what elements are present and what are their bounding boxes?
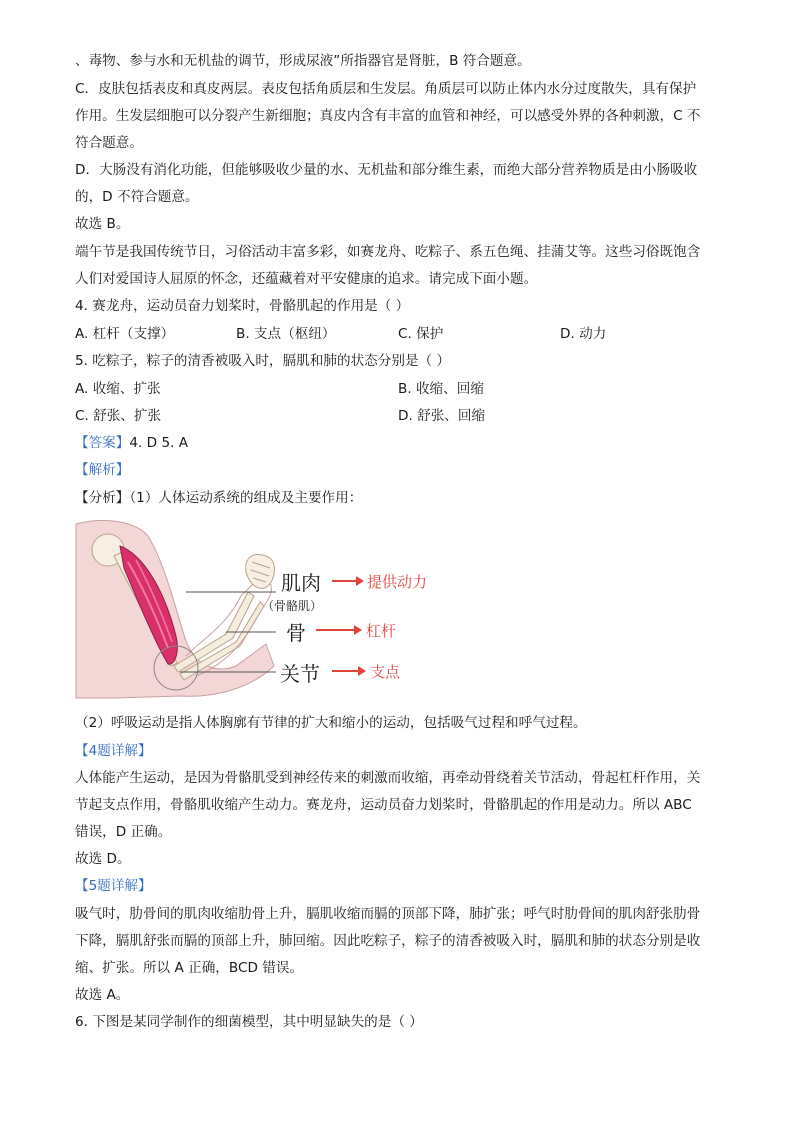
text-line: 端午节是我国传统节日，习俗活动丰富多彩，如赛龙舟、吃粽子、系五色绳、挂蒲艾等。这些习俗既饱含 [75,244,701,260]
q5-option-c: C. 舒张、扩张 [75,408,162,424]
text-line: 下降，膈肌舒张而膈的顶部上升，肺回缩。因此吃粽子，粽子的清香被吸入时，膈肌和肺的状态分别是收 [75,933,701,949]
q5-option-b: B. 收缩、回缩 [398,381,484,397]
q4-option-c: C. 保护 [398,326,444,342]
arm-motion-system-figure [76,516,428,698]
text-line: 作用。生发层细胞可以分裂产生新细胞；真皮内含有丰富的血管和神经，可以感受外界的各种刺激，C 不 [75,108,701,124]
arrow-muscle [332,576,364,586]
text-line: 人体能产生运动，是因为骨骼肌受到神经传来的刺激而收缩，再牵动骨绕着关节活动，骨起杠杆作用，关 [75,770,701,786]
question-5-stem: 5. 吃粽子，粽子的清香被吸入时，膈肌和肺的状态分别是（ ） [75,353,451,369]
label-bone-role: 杠杆 [366,622,397,640]
text-line: 符合题意。 [75,135,143,151]
text-line: D．大肠没有消化功能，但能够吸收少量的水、无机盐和部分维生素，而绝大部分营养物质是由小肠吸收 [75,162,698,178]
q5-option-a: A. 收缩、扩张 [75,381,161,397]
arrow-bone [316,625,362,635]
label-joint-role: 支点 [370,663,401,681]
answer-line [75,434,725,452]
question-4-stem: 4. 赛龙舟，运动员奋力划桨时，骨骼肌起的作用是（ ） [75,298,410,314]
text-line: 吸气时，肋骨间的肌肉收缩肋骨上升，膈肌收缩而膈的顶部下降，肺扩张；呼气时肋骨间的肌肉舒张肋骨 [75,906,701,922]
text-line: 的，D 不符合题意。 [75,189,199,205]
q4-detail-tag: 【4题详解】 [75,743,152,759]
arrow-joint [332,666,366,676]
text-line: 故选 B。 [75,216,130,232]
text-line: 、毒物、参与水和无机盐的调节，形成尿液”所指器官是肾脏，B 符合题意。 [75,53,531,69]
q5-detail-tag: 【5题详解】 [75,878,152,894]
text-line: 人们对爱国诗人屈原的怀念，还蕴藏着对平安健康的追求。请完成下面小题。 [75,271,538,287]
answer-tag: 【答案】 [75,435,130,451]
label-muscle: 肌肉 [281,571,321,595]
text-line: C．皮肤包括表皮和真皮两层。表皮包括角质层和生发层。角质层可以防止体内水分过度散失，具有保护 [75,81,697,97]
question-6-stem: 6. 下图是某同学制作的细菌模型，其中明显缺失的是（ ） [75,1014,423,1030]
breathing-explanation: （2）呼吸运动是指人体胸廓有节律的扩大和缩小的运动，包括吸气过程和呼气过程。 [75,715,587,731]
text-line: 节起支点作用，骨骼肌收缩产生动力。赛龙舟，运动员奋力划桨时，骨骼肌起的作用是动力。所以 ABC [75,797,692,813]
label-muscle-role: 提供动力 [367,573,428,591]
q4-option-a: A. 杠杆（支撑） [75,326,175,342]
label-joint: 关节 [280,662,320,686]
text-line: 错误，D 正确。 [75,824,172,840]
analysis-tag: 【解析】 [75,462,130,478]
q4-option-b: B. 支点（枢纽） [236,326,336,342]
analysis-intro: 【分析】（1）人体运动系统的组成及主要作用： [75,490,363,506]
text-line: 缩、扩张。所以 A 正确，BCD 错误。 [75,960,304,976]
text-line: 故选 D。 [75,851,131,867]
answer-text: 4. D 5. A [129,435,189,451]
label-bone: 骨 [286,621,306,645]
label-muscle-sub: （骨骼肌） [262,599,323,613]
q4-option-d: D. 动力 [560,326,607,342]
q5-option-d: D. 舒张、回缩 [398,408,486,424]
arm-illustration [76,516,428,698]
text-line: 故选 A。 [75,987,130,1003]
